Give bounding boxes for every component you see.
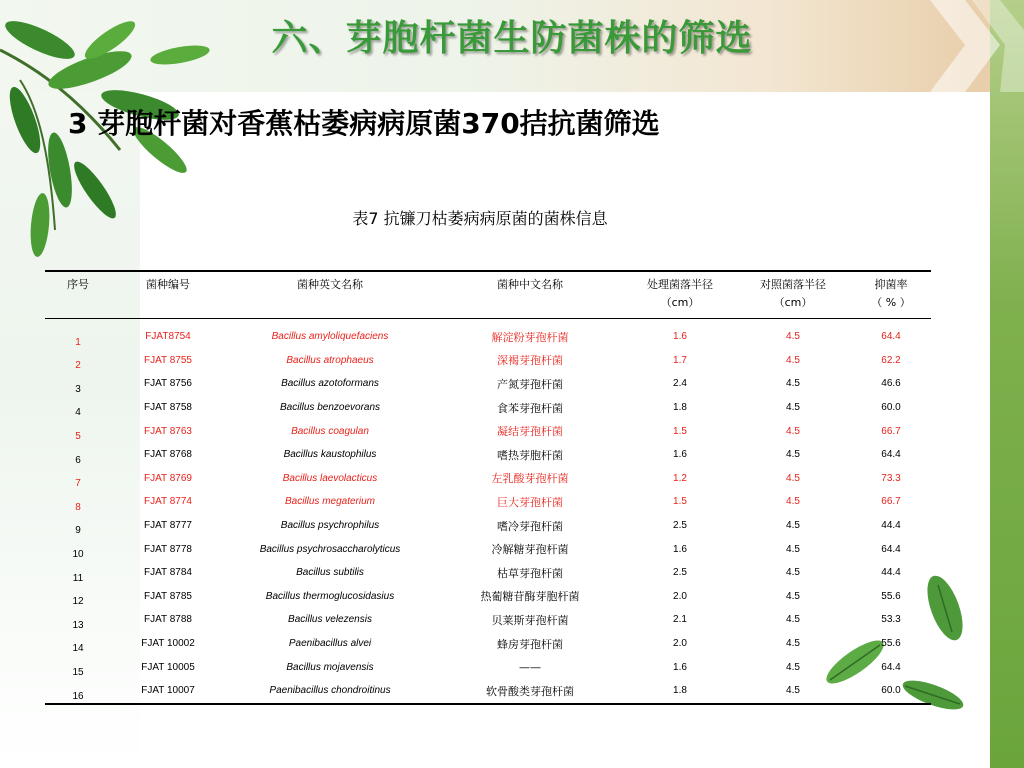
cell-strain-id: FJAT 8784 [144,567,192,579]
table-row [45,608,931,632]
cell-english-name: Bacillus coagulan [291,425,369,437]
header-index: 序号 [67,278,89,291]
cell-strain-id: FJAT 8756 [144,378,192,390]
cell-control-radius: 4.5 [786,402,800,414]
cell-index: 8 [75,501,81,513]
cell-inhibition-rate: 60.0 [881,685,901,697]
table-caption: 表7 抗镰刀枯萎病病原菌的菌株信息 [352,209,608,228]
cell-chinese-name: 蜂房芽孢杆菌 [497,637,563,651]
cell-index: 2 [75,360,81,372]
cell-control-radius: 4.5 [786,543,800,555]
cell-index: 3 [75,383,81,395]
cell-inhibition-rate: 60.0 [881,402,901,414]
cell-chinese-name: 嗜冷芽孢杆菌 [497,519,563,533]
cell-strain-id: FJAT 8785 [144,590,192,602]
slide-subtitle: 3 芽胞杆菌对香蕉枯萎病病原菌370拮抗菌筛选 [68,107,660,140]
cell-chinese-name: 枯草芽孢杆菌 [497,566,563,580]
slide-title: 六、芽胞杆菌生防菌株的筛选 [271,18,753,59]
cell-strain-id: FJAT 10007 [141,685,195,697]
cell-inhibition-rate: 55.6 [881,590,901,602]
cell-inhibition-rate: 44.4 [881,567,901,579]
table-row [45,319,931,349]
cell-index: 10 [72,548,84,560]
cell-inhibition-rate: 73.3 [881,472,901,484]
cell-control-radius: 4.5 [786,685,800,697]
cell-english-name: Bacillus amyloliquefaciens [271,331,389,343]
cell-english-name: Paenibacillus alvei [288,638,372,650]
cell-treatment-radius: 1.8 [673,685,687,697]
cell-control-radius: 4.5 [786,449,800,461]
cell-index: 16 [72,690,84,702]
cell-index: 12 [72,596,84,608]
table-row [45,514,931,538]
cell-english-name: Bacillus velezensis [288,614,372,626]
cell-index: 1 [75,336,81,348]
table-body [45,319,931,704]
cell-chinese-name: 深褐芽孢杆菌 [497,354,563,368]
cell-inhibition-rate: 66.7 [881,425,901,437]
strain-table-container [45,270,931,705]
cell-control-radius: 4.5 [786,661,800,673]
cell-index: 14 [72,643,84,655]
cell-strain-id: FJAT 8755 [144,354,192,366]
table-header-row [45,271,931,319]
cell-strain-id: FJAT8754 [145,331,191,343]
table-row [45,349,931,373]
cell-chinese-name: 凝结芽孢杆菌 [497,425,563,439]
table-row [45,419,931,443]
cell-treatment-radius: 2.5 [673,567,687,579]
cell-treatment-radius: 1.6 [673,661,687,673]
cell-chinese-name: 嗜热芽胞杆菌 [497,448,563,462]
cell-index: 7 [75,478,81,490]
cell-inhibition-rate: 64.4 [881,331,901,343]
cell-index: 4 [75,407,81,419]
cell-strain-id: FJAT 8758 [144,402,192,414]
cell-treatment-radius: 1.8 [673,402,687,414]
cell-english-name: Bacillus kaustophilus [283,449,377,461]
cell-treatment-radius: 2.1 [673,614,687,626]
cell-chinese-name: 左乳酸芽孢杆菌 [491,472,569,486]
cell-chinese-name: 食苯芽孢杆菌 [497,401,563,415]
cell-control-radius: 4.5 [786,496,800,508]
cell-english-name: Bacillus mojavensis [286,661,374,673]
cell-control-radius: 4.5 [786,354,800,366]
cell-control-radius: 4.5 [786,638,800,650]
cell-treatment-radius: 2.0 [673,590,687,602]
cell-english-name: Bacillus psychrosaccharolyticus [259,543,401,555]
cell-chinese-name: 产氮芽孢杆菌 [497,377,563,391]
cell-treatment-radius: 2.0 [673,638,687,650]
strain-table [45,270,931,705]
cell-control-radius: 4.5 [786,331,800,343]
cell-english-name: Bacillus psychrophilus [280,520,380,532]
table-row [45,443,931,467]
table-row [45,585,931,609]
cell-index: 13 [72,619,84,631]
cell-inhibition-rate: 64.4 [881,449,901,461]
cell-index: 11 [72,572,84,584]
cell-strain-id: FJAT 8788 [144,614,192,626]
table-row [45,396,931,420]
table-row [45,372,931,396]
cell-treatment-radius: 1.5 [673,425,687,437]
cell-english-name: Bacillus subtilis [296,567,364,579]
cell-inhibition-rate: 55.6 [881,638,901,650]
cell-chinese-name: 贝莱斯芽孢杆菌 [491,613,569,627]
table-row [45,467,931,491]
cell-strain-id: FJAT 8769 [144,472,192,484]
cell-treatment-radius: 1.7 [673,354,687,366]
table-row [45,561,931,585]
cell-index: 5 [75,430,81,442]
cell-strain-id: FJAT 10005 [141,661,195,673]
cell-control-radius: 4.5 [786,425,800,437]
cell-strain-id: FJAT 8777 [144,520,192,532]
header-inhibition-rate: 抑菌率 （ % ） [871,278,911,309]
header-english-name: 菌种英文名称 [297,278,363,291]
cell-strain-id: FJAT 10002 [141,638,195,650]
table-row [45,537,931,561]
cell-inhibition-rate: 53.3 [881,614,901,626]
cell-english-name: Bacillus megaterium [284,496,376,508]
cell-inhibition-rate: 46.6 [881,378,901,390]
cell-english-name: Bacillus benzoevorans [279,402,381,414]
cell-treatment-radius: 1.6 [673,543,687,555]
cell-treatment-radius: 1.5 [673,496,687,508]
table-row [45,655,931,679]
cell-strain-id: FJAT 8774 [144,496,192,508]
cell-inhibition-rate: 44.4 [881,520,901,532]
table-row [45,490,931,514]
header-chinese-name: 菌种中文名称 [497,278,563,291]
table-row [45,632,931,656]
cell-chinese-name: —— [519,660,541,674]
cell-treatment-radius: 2.4 [673,378,687,390]
cell-chinese-name: 解淀粉芽孢杆菌 [491,330,569,344]
cell-english-name: Bacillus thermoglucosidasius [265,590,395,602]
table-row [45,679,931,704]
cell-english-name: Paenibacillus chondroitinus [269,685,391,697]
cell-treatment-radius: 1.6 [673,449,687,461]
cell-control-radius: 4.5 [786,590,800,602]
cell-english-name: Bacillus atrophaeus [286,354,374,366]
cell-strain-id: FJAT 8768 [144,449,192,461]
cell-control-radius: 4.5 [786,472,800,484]
cell-chinese-name: 软骨酸类芽孢杆菌 [486,684,574,698]
cell-index: 6 [75,454,81,466]
cell-strain-id: FJAT 8778 [144,543,192,555]
cell-inhibition-rate: 64.4 [881,661,901,673]
cell-control-radius: 4.5 [786,614,800,626]
cell-english-name: Bacillus laevolacticus [282,472,378,484]
header-strain-id: 菌种编号 [146,278,190,291]
cell-control-radius: 4.5 [786,378,800,390]
cell-control-radius: 4.5 [786,567,800,579]
header-control-radius: 对照菌落半径 （cm） [760,278,826,309]
cell-inhibition-rate: 62.2 [881,354,901,366]
cell-index: 15 [72,666,84,678]
cell-treatment-radius: 1.6 [673,331,687,343]
cell-treatment-radius: 1.2 [673,472,687,484]
cell-inhibition-rate: 64.4 [881,543,901,555]
cell-chinese-name: 热葡糖苷酶芽胞杆菌 [480,590,580,604]
cell-english-name: Bacillus azotoformans [281,378,379,390]
header-treatment-radius: 处理菌落半径 （cm） [647,278,713,309]
cell-treatment-radius: 2.5 [673,520,687,532]
cell-inhibition-rate: 66.7 [881,496,901,508]
cell-control-radius: 4.5 [786,520,800,532]
cell-index: 9 [75,525,81,537]
cell-chinese-name: 巨大芽孢杆菌 [497,495,563,509]
cell-chinese-name: 冷解糖芽孢杆菌 [491,543,569,557]
cell-strain-id: FJAT 8763 [144,425,192,437]
